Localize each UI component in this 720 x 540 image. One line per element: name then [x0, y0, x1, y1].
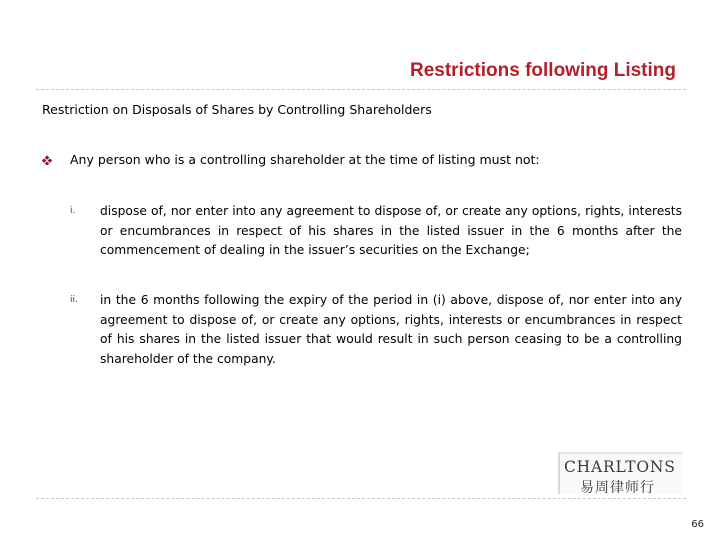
- page-number: 66: [691, 519, 704, 530]
- list-item-text: dispose of, nor enter into any agreement to dispose of, or create any options, rights, interests or encumbrances in respect of his shares in the listed issuer in the 6 months after the commencement of dealing in the issuer’s securities on the Exchange;: [100, 204, 682, 257]
- list-item: [70, 202, 682, 261]
- logo-name-chinese: 易周律师行: [580, 480, 655, 496]
- logo-name-english: CHARLTONS: [564, 458, 676, 476]
- section-subtitle: Restriction on Disposals of Shares by Controlling Shareholders: [42, 102, 432, 117]
- diamond-bullet-icon: [42, 152, 70, 168]
- list-item-text: in the 6 months following the expiry of the period in (i) above, dispose of, nor enter into any agreement to dispose of, or create any options, rights, interests or encumbrances in respect of his shares in the listed issuer that would result in such person ceasing to be a controlling shareholder of the company.: [100, 293, 682, 366]
- bullet-point: [42, 152, 682, 168]
- list-item: [70, 291, 682, 369]
- charltons-logo: [558, 452, 682, 494]
- bottom-divider: [36, 498, 686, 499]
- bullet-text: Any person who is a controlling shareholder at the time of listing must not:: [70, 152, 540, 167]
- list-item-number: i.: [70, 206, 76, 216]
- top-divider: [36, 89, 686, 90]
- slide-title: Restrictions following Listing: [410, 60, 676, 81]
- list-item-number: ii.: [70, 295, 78, 305]
